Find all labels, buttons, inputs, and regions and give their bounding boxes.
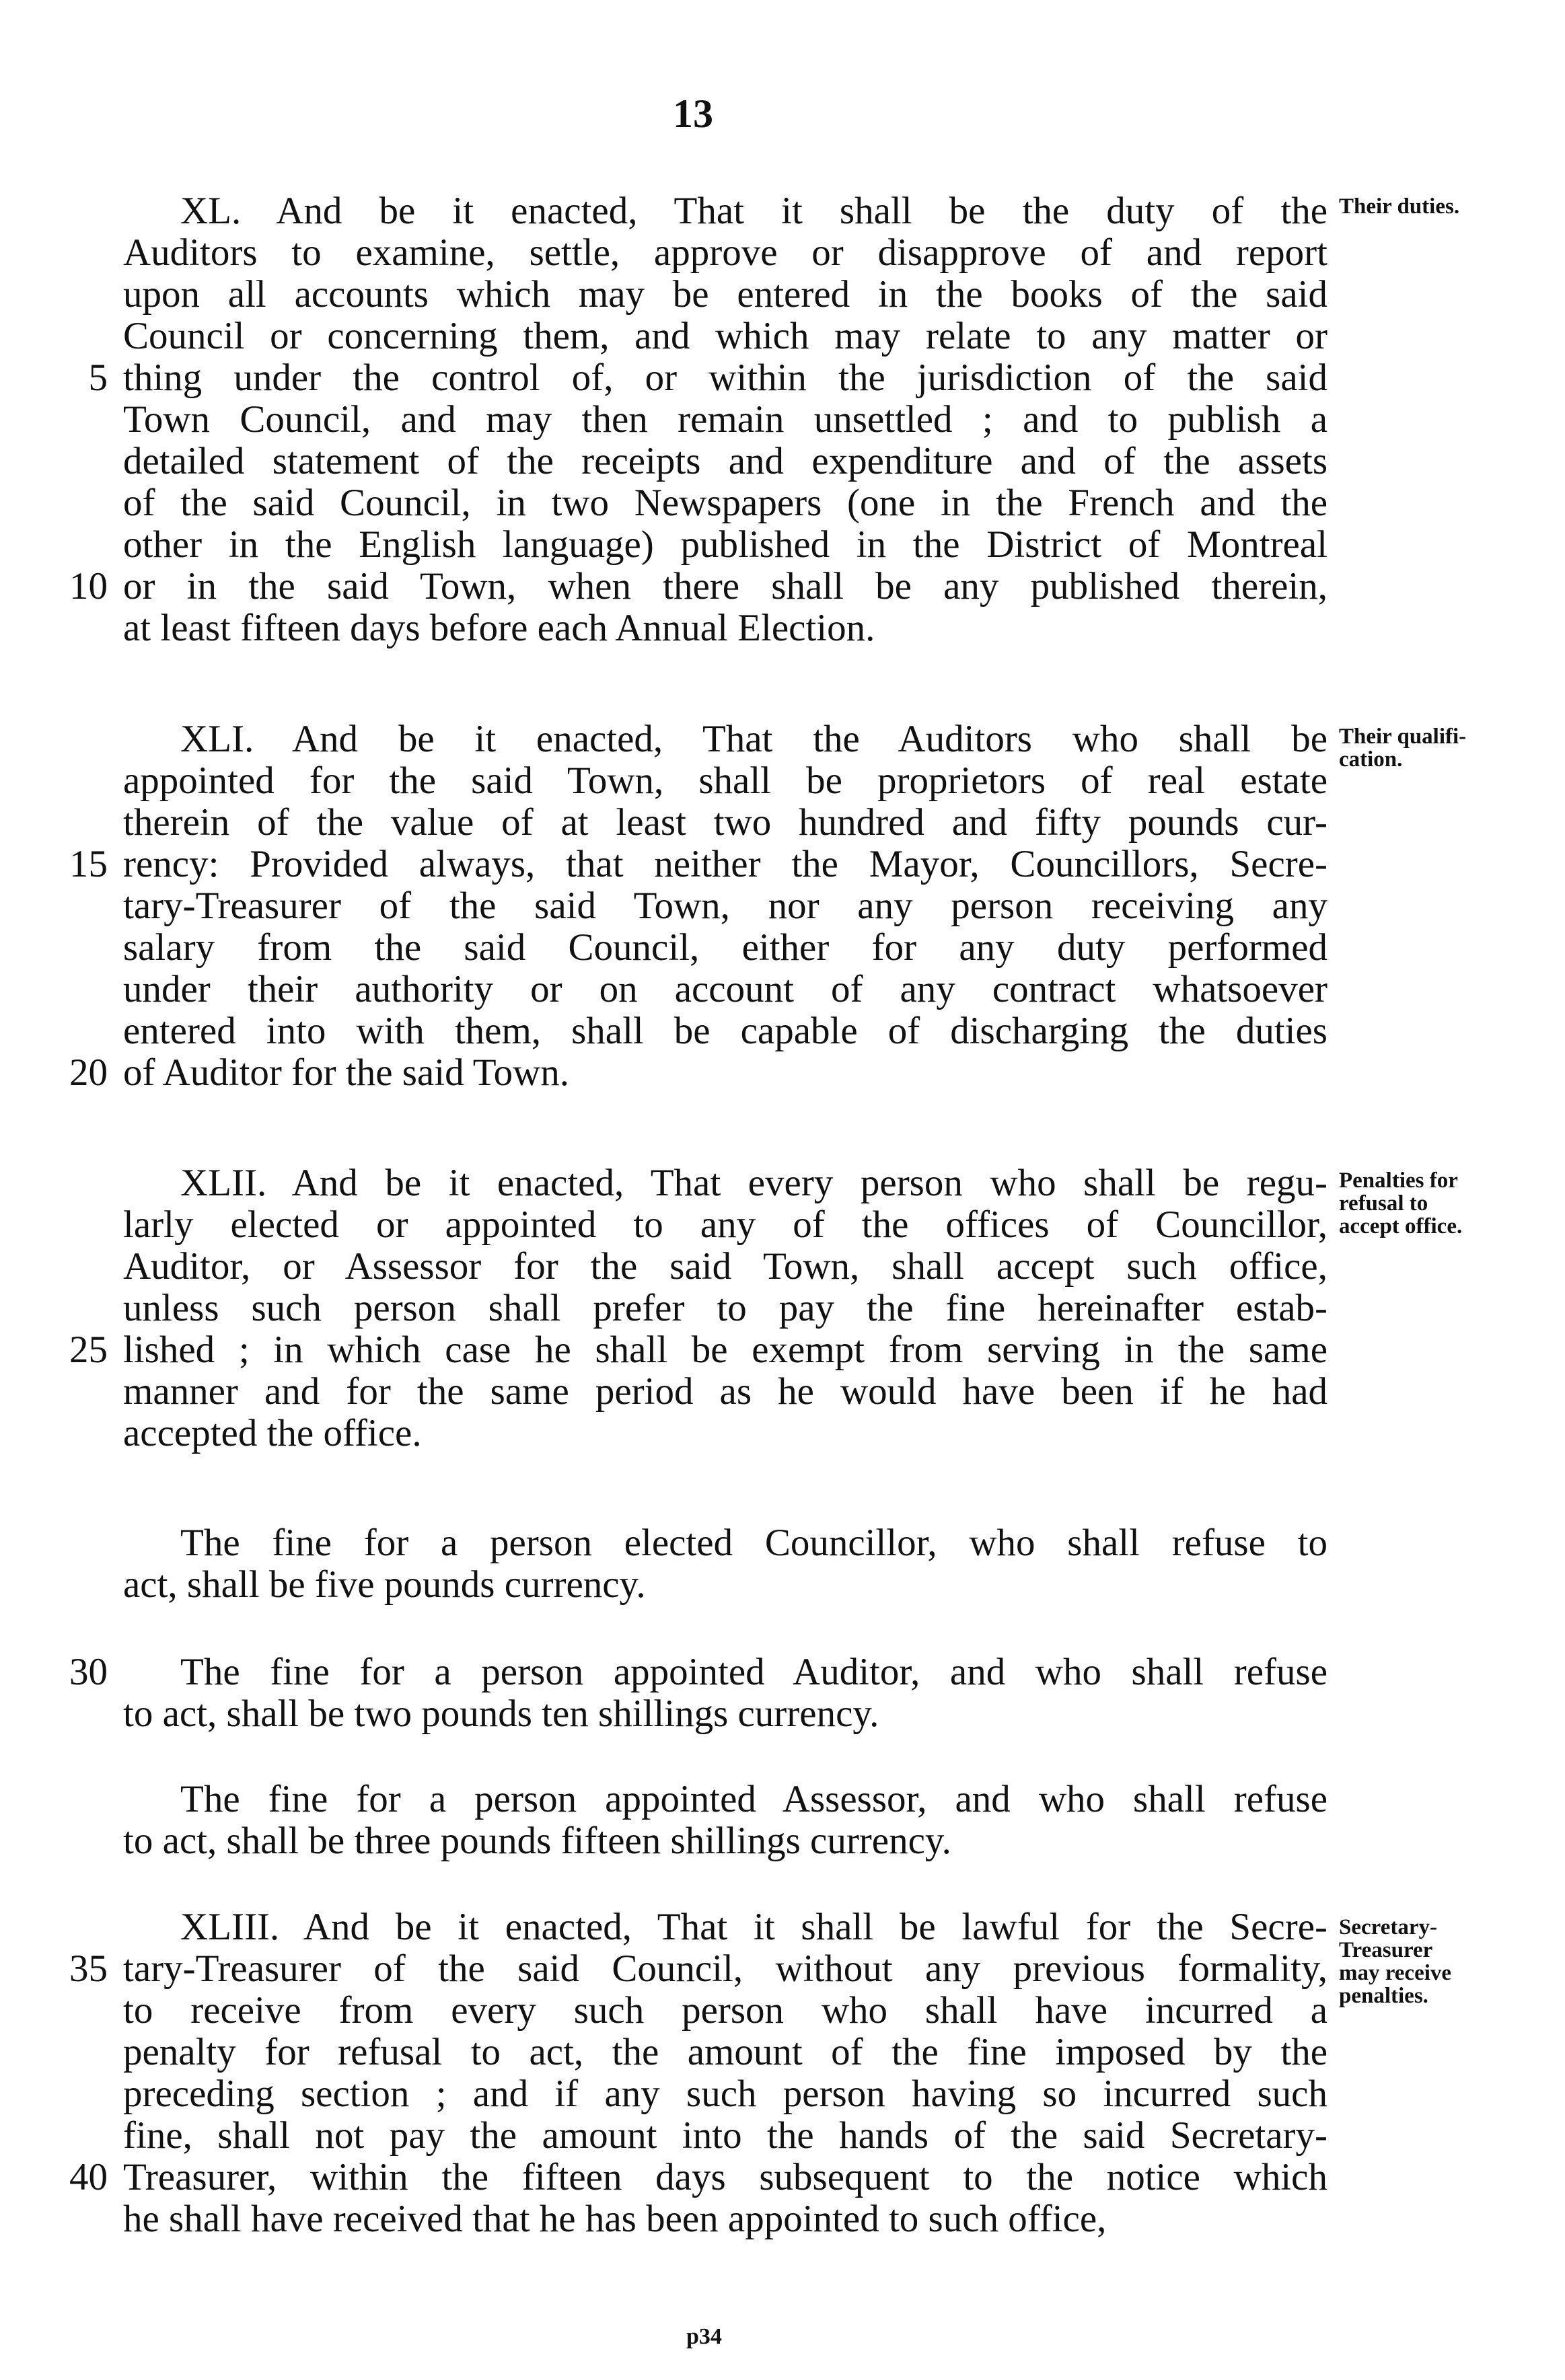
text-line: accepted the office. <box>123 1412 422 1454</box>
text-line: other in the English language) published in the District of Montreal <box>123 523 1327 566</box>
page-number: 13 <box>673 91 713 136</box>
text-line: to act, shall be two pounds ten shillings currency. <box>123 1693 879 1735</box>
text-line: upon all accounts which may be entered in the books of the said <box>123 273 1327 315</box>
margin-note-line: refusal to <box>1339 1191 1428 1216</box>
line-number: 25 <box>69 1329 108 1371</box>
margin-note <box>1339 1169 1561 1238</box>
text-line: Auditor, or Assessor for the said Town, shall accept such office, <box>123 1245 1327 1288</box>
text-line: Treasurer, within the fifteen days subsequent to the notice which <box>123 2156 1327 2198</box>
text-line: lished ; in which case he shall be exempt from serving in the same <box>123 1329 1327 1371</box>
text-line: at least fifteen days before each Annual Election. <box>123 607 875 649</box>
line-number: 20 <box>69 1051 108 1094</box>
margin-note-line: cation. <box>1339 747 1403 772</box>
line-number: 30 <box>69 1651 108 1693</box>
text-line: to receive from every such person who shall have incurred a <box>123 1989 1327 2032</box>
text-line: fine, shall not pay the amount into the hands of the said Secretary- <box>123 2114 1327 2157</box>
text-line: manner and for the same period as he would have been if he had <box>123 1370 1327 1413</box>
text-line: act, shall be five pounds currency. <box>123 1563 646 1606</box>
text-line: appointed for the said Town, shall be proprietors of real estate <box>123 759 1327 802</box>
margin-note-line: may receive <box>1339 1961 1452 1985</box>
margin-note <box>1339 195 1561 218</box>
margin-note-line: accept office. <box>1339 1214 1463 1238</box>
line-number: 5 <box>88 357 108 399</box>
margin-note <box>1339 1916 1561 2007</box>
line-number: 10 <box>69 565 108 607</box>
text-line: preceding section ; and if any such person having so incurred such <box>123 2073 1327 2115</box>
margin-note <box>1339 725 1561 771</box>
text-line: tary-Treasurer of the said Council, without any previous formality, <box>123 1947 1327 1990</box>
text-line: Auditors to examine, settle, approve or disapprove of and report <box>123 231 1327 274</box>
text-line: The fine for a person appointed Assessor, and who shall refuse <box>180 1778 1327 1820</box>
text-line: XLI. And be it enacted, That the Auditors who shall be <box>180 718 1327 760</box>
text-line: tary-Treasurer of the said Town, nor any person receiving any <box>123 885 1327 927</box>
text-line: Town Council, and may then remain unsettled ; and to publish a <box>123 398 1327 441</box>
margin-note-line: penalties. <box>1339 1984 1428 2008</box>
text-line: or in the said Town, when there shall be any published therein, <box>123 565 1327 607</box>
text-line: Council or concerning them, and which may relate to any matter or <box>123 315 1327 357</box>
text-line: entered into with them, shall be capable of discharging the duties <box>123 1010 1327 1052</box>
line-number: 35 <box>69 1947 108 1990</box>
text-line: thing under the control of, or within the jurisdiction of the said <box>123 357 1327 399</box>
text-line: rency: Provided always, that neither the Mayor, Councillors, Secre- <box>123 843 1327 885</box>
line-number: 15 <box>69 843 108 885</box>
text-line: under their authority or on account of any contract whatsoever <box>123 968 1327 1010</box>
text-line: he shall have received that he has been appointed to such office, <box>123 2198 1107 2240</box>
text-line: of Auditor for the said Town. <box>123 1051 570 1094</box>
text-line: XL. And be it enacted, That it shall be the duty of the <box>180 190 1327 232</box>
text-line: penalty for refusal to act, the amount of the fine imposed by the <box>123 2031 1327 2073</box>
text-line: unless such person shall prefer to pay the fine hereinafter estab- <box>123 1287 1327 1329</box>
text-line: of the said Council, in two Newspapers (one in the French and the <box>123 482 1327 524</box>
text-line: The fine for a person elected Councillor, who shall refuse to <box>180 1522 1327 1564</box>
text-line: The fine for a person appointed Auditor, and who shall refuse <box>180 1651 1327 1693</box>
line-number: 40 <box>69 2156 108 2198</box>
margin-note-line: Their qualifi- <box>1339 724 1467 749</box>
text-line: salary from the said Council, either for any duty performed <box>123 926 1327 969</box>
signature-mark: p34 <box>686 2324 722 2349</box>
text-line: to act, shall be three pounds fifteen shillings currency. <box>123 1820 951 1862</box>
margin-note-line: Secretary- <box>1339 1915 1437 1939</box>
text-line: detailed statement of the receipts and expenditure and of the assets <box>123 440 1327 482</box>
text-line: therein of the value of at least two hundred and fifty pounds cur- <box>123 801 1327 844</box>
margin-note-line: Their duties. <box>1339 194 1460 219</box>
text-line: larly elected or appointed to any of the offices of Councillor, <box>123 1203 1327 1246</box>
margin-note-line: Penalties for <box>1339 1168 1458 1193</box>
text-line: XLIII. And be it enacted, That it shall be lawful for the Secre- <box>180 1906 1327 1948</box>
text-line: XLII. And be it enacted, That every person who shall be regu- <box>180 1162 1327 1204</box>
margin-note-line: Treasurer <box>1339 1938 1433 1962</box>
